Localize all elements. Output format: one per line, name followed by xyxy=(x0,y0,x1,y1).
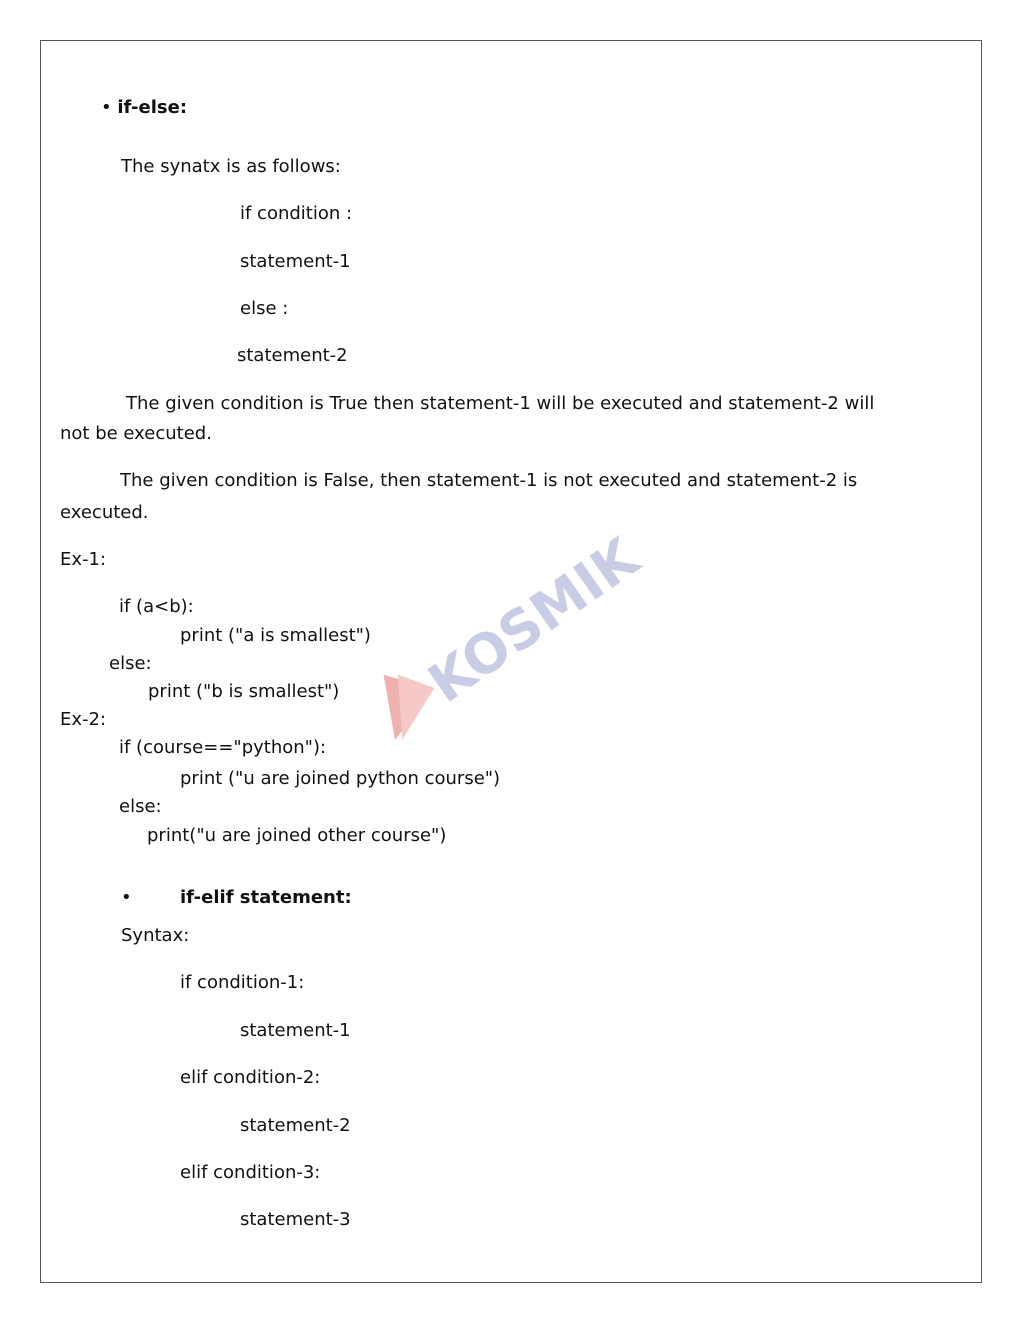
syntax-line: statement-2 xyxy=(237,345,348,366)
syntax-line: elif condition-2: xyxy=(180,1067,321,1088)
code-line: else: xyxy=(119,796,162,817)
example1-label: Ex-1: xyxy=(60,549,107,570)
syntax-line: if condition-1: xyxy=(180,972,305,993)
kosmik-watermark xyxy=(385,525,650,780)
syntax-line: else : xyxy=(240,298,289,319)
code-line: else: xyxy=(109,653,152,674)
syntax-line: if condition : xyxy=(240,203,353,224)
paragraph-line: The given condition is True then statement-1 will be executed and statement-2 will xyxy=(126,393,875,414)
code-line: if (course=="python"): xyxy=(119,737,327,758)
example2-label: Ex-2: xyxy=(60,709,107,730)
watermark-text: KOSMIK xyxy=(417,525,650,716)
code-line: if (a<b): xyxy=(119,596,194,617)
section1-heading: if-else: xyxy=(117,97,188,118)
syntax-line: elif condition-3: xyxy=(180,1162,321,1183)
syntax-line: statement-3 xyxy=(240,1209,351,1230)
paragraph-line: executed. xyxy=(60,502,149,523)
syntax-line: statement-2 xyxy=(240,1115,351,1136)
code-line: print ("a is smallest") xyxy=(180,625,371,646)
syntax-label: Syntax: xyxy=(121,925,190,946)
section1-heading-line xyxy=(101,97,187,119)
section2-heading: if-elif statement: xyxy=(180,887,352,908)
paragraph-line: The given condition is False, then statement-1 is not executed and statement-2 is xyxy=(120,470,858,491)
syntax-line: statement-1 xyxy=(240,1020,351,1041)
code-line: print ("u are joined python course") xyxy=(180,768,501,789)
bullet: • xyxy=(101,97,112,118)
code-line: print("u are joined other course") xyxy=(147,825,447,846)
code-line: print ("b is smallest") xyxy=(148,681,340,702)
syntax-line: statement-1 xyxy=(240,251,351,272)
syntax-intro: The synatx is as follows: xyxy=(121,156,341,177)
bullet: • xyxy=(121,887,132,908)
paragraph-line: not be executed. xyxy=(60,423,212,444)
